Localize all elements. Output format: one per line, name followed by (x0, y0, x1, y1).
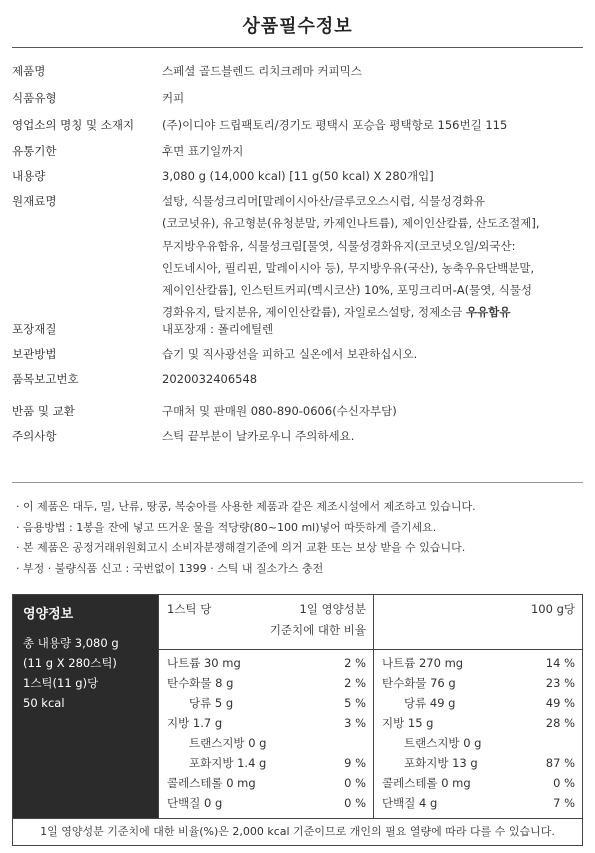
ingredients-line: 제이인산칼륨], 인스턴트커피(멕시코산) 10%, 포밍크리머-A(물엿, 식물성 (162, 283, 532, 298)
nutrient-pct: 28 % (545, 716, 575, 730)
nutrient-row (374, 672, 583, 694)
info-value: (주)이디야 드립팩토리/경기도 평택시 포승읍 평택항로 156번길 115 (162, 118, 508, 132)
nutrient-name: 나트륨 30 mg (167, 656, 241, 670)
nutrient-row (374, 732, 583, 754)
nutrient-pct: 49 % (545, 696, 575, 710)
ingredients-line: 설탕, 식물성크리머[말레이시아산/글루코오스시럽, 식물성경화유 (162, 194, 485, 208)
nutrition-summary-line: 50 kcal (23, 696, 65, 710)
nutrition-footnote: 1일 영양성분 기준치에 대한 비율(%)은 2,000 kcal 기준이므로 개인의 필요 열량에 따라 다를 수 있습니다. (12, 819, 583, 846)
nutrient-pct: 0 % (344, 796, 366, 810)
nutrient-row (159, 772, 374, 794)
info-value: 스틱 끝부분이 날카로우니 주의하세요. (162, 429, 355, 443)
title-divider (12, 47, 583, 48)
nutrient-name: 트랜스지방 0 g (404, 736, 482, 750)
nutrient-row (374, 712, 583, 734)
nutrient-row (159, 712, 374, 734)
nutrient-row (159, 652, 374, 674)
daily-value-label-2: 기준치에 대한 비율 (269, 623, 366, 637)
nutrient-pct: 2 % (344, 676, 366, 690)
ingredients-line: 무지방우유함유, 식물성크림[물엿, 식물성경화유지(코코넛오일/외국산: (162, 238, 516, 253)
nutrient-name: 탄수화물 76 g (382, 676, 456, 690)
daily-value-label: 1일 영양성분 (299, 602, 366, 616)
allergen-highlight: 우유함유 (466, 305, 511, 320)
info-key: 식품유형 (12, 91, 57, 105)
nutrition-per-stick-column (158, 595, 374, 818)
column-header (159, 595, 374, 650)
nutrient-row (159, 792, 374, 814)
nutrition-summary (13, 595, 158, 818)
info-key: 원재료명 (12, 194, 57, 208)
note-item: · 이 제품은 대두, 밀, 난류, 땅콩, 복숭아를 사용한 제품과 같은 제조시설에서 제조하고 있습니다. (16, 500, 476, 513)
info-key: 보관방법 (12, 347, 57, 361)
nutrient-row (374, 792, 583, 814)
nutrient-row (159, 692, 374, 714)
ingredients-text (162, 190, 582, 324)
nutrient-pct: 2 % (344, 656, 366, 670)
info-value: 스페셜 골드블렌드 리치크레마 커피믹스 (162, 64, 362, 78)
nutrient-pct: 5 % (344, 696, 366, 710)
nutrient-row (374, 652, 583, 674)
info-key: 포장재질 (12, 322, 57, 336)
notes-list (16, 497, 581, 579)
nutrient-name: 나트륨 270 mg (382, 656, 464, 670)
nutrient-name: 포화지방 13 g (404, 756, 478, 770)
nutrient-row (159, 752, 374, 774)
ingredients-line: 경화유지, 탈지분유, 제이인산칼륨), 자일로스설탕, 정제소금 (162, 305, 463, 320)
nutrient-row (374, 752, 583, 774)
per-100g-label: 100 g당 (530, 602, 575, 616)
nutrient-name: 지방 15 g (382, 716, 434, 730)
ingredients-line: 인도네시아, 필리핀, 말레이시아 등), 무지방우유(국산), 농축우유단백분말, (162, 260, 535, 275)
ingredients-line: (코코넛유), 유고형분(유청분말, 카제인나트륨), 제이인산칼륨, 산도조절제], (162, 216, 540, 231)
note-item: · 부정 · 불량식품 신고 : 국번없이 1399 · 스틱 내 질소가스 충전 (16, 561, 324, 575)
info-key: 영업소의 명칭 및 소재지 (12, 118, 135, 132)
info-key: 주의사항 (12, 429, 57, 443)
nutrient-row (374, 692, 583, 714)
nutrient-name: 당류 5 g (189, 696, 234, 710)
info-key: 반품 및 교환 (12, 404, 75, 418)
per-stick-label: 1스틱 당 (167, 602, 212, 616)
nutrient-name: 지방 1.7 g (167, 716, 223, 730)
nutrient-name: 당류 49 g (404, 696, 456, 710)
nutrient-pct: 23 % (545, 676, 575, 690)
nutrient-name: 포화지방 1.4 g (189, 756, 267, 770)
nutrient-pct: 9 % (344, 756, 366, 770)
nutrient-name: 단백질 4 g (382, 796, 438, 810)
nutrient-pct: 0 % (344, 776, 366, 790)
nutrient-pct: 87 % (545, 756, 575, 770)
nutrition-summary-line: 총 내용량 3,080 g (23, 636, 119, 650)
note-item: · 본 제품은 공정거래위원회고시 소비자분쟁해결기준에 의거 교환 또는 보상 받을 수 있습니다. (16, 541, 466, 555)
info-value: 구매처 및 판매원 080-890-0606(수신자부담) (162, 404, 397, 418)
nutrient-name: 콜레스테롤 0 mg (382, 776, 471, 790)
nutrition-summary-line: (11 g X 280스틱) (23, 656, 117, 670)
nutrient-name: 탄수화물 8 g (167, 676, 234, 690)
note-item: · 음용방법 : 1봉을 잔에 넣고 뜨거운 물을 적당량(80~100 ml)넣어 따뜻하게 즐기세요. (16, 520, 437, 534)
page-title: 상품필수정보 (242, 16, 353, 37)
section-divider (12, 482, 583, 483)
nutrition-per-100g-column (373, 595, 583, 818)
nutrient-name: 단백질 0 g (167, 796, 223, 810)
info-value: 내포장재 : 폴리에틸렌 (162, 322, 274, 336)
info-value: 3,080 g (14,000 kcal) [11 g(50 kcal) X 280개입] (162, 169, 434, 183)
nutrient-pct: 3 % (344, 716, 366, 730)
info-key: 품목보고번호 (12, 372, 79, 386)
nutrient-row (159, 672, 374, 694)
info-key: 제품명 (12, 64, 46, 78)
nutrient-pct: 14 % (545, 656, 575, 670)
info-value: 습기 및 직사광선을 피하고 실온에서 보관하십시오. (162, 347, 418, 361)
nutrition-heading: 영양정보 (23, 607, 74, 622)
info-key: 유통기한 (12, 144, 57, 158)
info-value: 커피 (162, 91, 185, 105)
column-header (374, 595, 583, 650)
info-value: 후면 표기일까지 (162, 144, 244, 158)
info-value: 2020032406548 (162, 372, 258, 386)
nutrient-row (159, 732, 374, 754)
nutrient-name: 콜레스테롤 0 mg (167, 776, 256, 790)
nutrition-summary-line: 1스틱(11 g)당 (23, 676, 99, 690)
nutrient-pct: 7 % (553, 796, 575, 810)
nutrient-name: 트랜스지방 0 g (189, 736, 267, 750)
nutrient-pct: 0 % (553, 776, 575, 790)
info-key: 내용량 (12, 169, 46, 183)
nutrition-table (12, 594, 583, 819)
nutrient-row (374, 772, 583, 794)
